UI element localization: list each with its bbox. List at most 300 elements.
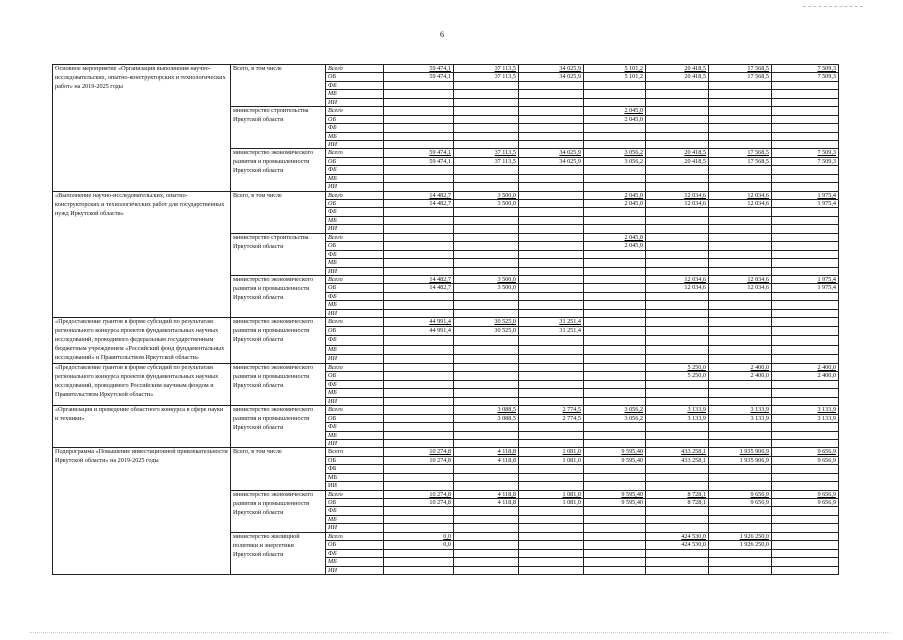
amount-cell (646, 225, 709, 233)
amount-cell: 1 926 250,0 (709, 532, 772, 540)
amount-cell (384, 397, 454, 405)
amount-cell: 20 418,5 (646, 157, 709, 165)
amount-cell (584, 439, 646, 447)
amount-cell: 0,0 (384, 532, 454, 540)
amount-cell: 10 274,8 (384, 499, 454, 507)
amount-cell (519, 372, 584, 380)
amount-cell (454, 364, 519, 372)
amount-cell (454, 124, 519, 132)
amount-cell (709, 259, 772, 267)
funding-source-cell: Всего (326, 364, 384, 372)
amount-cell: 9 656,9 (772, 490, 839, 498)
amount-cell (454, 423, 519, 431)
amount-cell (772, 549, 839, 557)
amount-cell (772, 345, 839, 354)
amount-cell: 2 400,0 (709, 364, 772, 372)
amount-cell (384, 482, 454, 490)
amount-cell: 30 525,0 (454, 318, 519, 327)
amount-cell: 59 474,1 (384, 157, 454, 165)
amount-cell (454, 259, 519, 267)
amount-cell (709, 90, 772, 98)
funding-source-cell: ФБ (326, 208, 384, 216)
amount-cell (772, 166, 839, 174)
amount-cell: 5 250,0 (646, 372, 709, 380)
amount-cell: 3 056,2 (584, 406, 646, 414)
amount-cell: 1 935 906,9 (709, 456, 772, 464)
funding-source-cell: ФБ (326, 292, 384, 300)
amount-cell: 3 500,0 (454, 200, 519, 208)
amount-cell (519, 124, 584, 132)
amount-cell (709, 124, 772, 132)
funding-source-cell: ФБ (326, 250, 384, 258)
funding-source-cell: ИИ (326, 309, 384, 317)
amount-cell (584, 397, 646, 405)
amount-cell (772, 515, 839, 523)
amount-cell (646, 507, 709, 515)
amount-cell (384, 242, 454, 250)
funding-source-cell: ОБ (326, 541, 384, 549)
table-row (53, 364, 839, 372)
funding-source-cell: Всего (326, 233, 384, 241)
amount-cell (454, 439, 519, 447)
amount-cell: 3 133,9 (709, 406, 772, 414)
amount-cell (454, 380, 519, 388)
funding-source-cell: ФБ (326, 465, 384, 473)
amount-cell: 1 926 250,0 (709, 541, 772, 549)
amount-cell (772, 532, 839, 540)
amount-cell (384, 389, 454, 397)
amount-cell (584, 465, 646, 473)
amount-cell (519, 431, 584, 439)
amount-cell: 3 500,0 (454, 275, 519, 283)
amount-cell (384, 431, 454, 439)
amount-cell: 2 045,0 (584, 233, 646, 241)
amount-cell (384, 115, 454, 123)
amount-cell (772, 98, 839, 106)
amount-cell (709, 208, 772, 216)
amount-cell (646, 301, 709, 309)
activity-name-cell: Основное мероприятие «Организация выполнения научно-исследовательских, опытно-конструкторских и технологических работ» на 2019-2025 годы (53, 65, 231, 192)
amount-cell (772, 225, 839, 233)
amount-cell (709, 309, 772, 317)
amount-cell (646, 124, 709, 132)
amount-cell (384, 549, 454, 557)
amount-cell (584, 140, 646, 148)
table-row (53, 318, 839, 327)
amount-cell (772, 301, 839, 309)
amount-cell (772, 558, 839, 566)
amount-cell (646, 549, 709, 557)
amount-cell (454, 549, 519, 557)
amount-cell: 12 034,6 (709, 275, 772, 283)
amount-cell: 4 118,8 (454, 490, 519, 498)
amount-cell (454, 558, 519, 566)
amount-cell (384, 309, 454, 317)
amount-cell (646, 380, 709, 388)
funding-source-cell: МБ (326, 431, 384, 439)
amount-cell (646, 309, 709, 317)
amount-cell (709, 292, 772, 300)
amount-cell (772, 465, 839, 473)
amount-cell: 34 025,9 (519, 149, 584, 157)
activity-name-cell: «Выполнение научно-исследовательских, опытно-конструкторских и технологических работ для государственных нужд Иркутской области» (53, 191, 231, 318)
amount-cell (454, 301, 519, 309)
funding-source-cell: Всего (326, 490, 384, 498)
funding-source-cell: МБ (326, 216, 384, 224)
funding-source-cell: Всего (326, 406, 384, 414)
amount-cell (772, 233, 839, 241)
amount-cell (454, 292, 519, 300)
budget-table (52, 64, 839, 575)
amount-cell (454, 90, 519, 98)
amount-cell (646, 558, 709, 566)
amount-cell (454, 482, 519, 490)
amount-cell (519, 115, 584, 123)
amount-cell (772, 242, 839, 250)
funding-source-cell: ФБ (326, 124, 384, 132)
amount-cell: 4 118,8 (454, 456, 519, 464)
amount-cell: 1 081,0 (519, 499, 584, 507)
amount-cell (772, 309, 839, 317)
amount-cell (454, 183, 519, 191)
amount-cell (709, 515, 772, 523)
amount-cell: 12 034,6 (646, 191, 709, 199)
amount-cell (519, 301, 584, 309)
amount-cell: 9 656,9 (772, 456, 839, 464)
amount-cell: 9 595,40 (584, 490, 646, 498)
amount-cell (646, 183, 709, 191)
executor-cell: Всего, в том числе (231, 448, 326, 490)
amount-cell: 17 568,5 (709, 73, 772, 81)
amount-cell (646, 216, 709, 224)
amount-cell (709, 132, 772, 140)
amount-cell (519, 98, 584, 106)
amount-cell (646, 208, 709, 216)
funding-source-cell: МБ (326, 558, 384, 566)
amount-cell (384, 216, 454, 224)
amount-cell (584, 345, 646, 354)
amount-cell: 10 274,8 (384, 456, 454, 464)
funding-source-cell: ФБ (326, 380, 384, 388)
amount-cell (584, 284, 646, 292)
amount-cell (519, 292, 584, 300)
amount-cell (584, 81, 646, 89)
amount-cell (772, 431, 839, 439)
amount-cell: 14 482,7 (384, 200, 454, 208)
amount-cell (709, 216, 772, 224)
table-row (53, 448, 839, 456)
amount-cell (646, 336, 709, 345)
funding-source-cell: МБ (326, 473, 384, 481)
amount-cell (772, 389, 839, 397)
funding-source-cell: ОБ (326, 284, 384, 292)
amount-cell (584, 473, 646, 481)
amount-cell (584, 166, 646, 174)
funding-source-cell: МБ (326, 90, 384, 98)
funding-source-cell: МБ (326, 345, 384, 354)
amount-cell (384, 98, 454, 106)
amount-cell (519, 549, 584, 557)
amount-cell (709, 473, 772, 481)
amount-cell (519, 225, 584, 233)
amount-cell (772, 354, 839, 363)
funding-source-cell: Всего (326, 65, 384, 73)
amount-cell (384, 566, 454, 574)
amount-cell (646, 292, 709, 300)
funding-source-cell: ИИ (326, 267, 384, 275)
amount-cell: 34 025,9 (519, 65, 584, 73)
amount-cell: 1 081,0 (519, 490, 584, 498)
amount-cell: 3 056,2 (584, 414, 646, 422)
amount-cell (772, 380, 839, 388)
amount-cell (584, 216, 646, 224)
funding-source-cell: Всего (326, 149, 384, 157)
amount-cell (454, 216, 519, 224)
funding-source-cell: ИИ (326, 566, 384, 574)
funding-source-cell: ИИ (326, 439, 384, 447)
executor-cell: министерство экономического развития и промышленности Иркутской области (231, 149, 326, 191)
amount-cell: 8 728,1 (646, 499, 709, 507)
funding-source-cell: ФБ (326, 81, 384, 89)
amount-cell (384, 208, 454, 216)
amount-cell (519, 275, 584, 283)
amount-cell (519, 242, 584, 250)
table-row (53, 191, 839, 199)
amount-cell (646, 107, 709, 115)
amount-cell (772, 115, 839, 123)
amount-cell (709, 318, 772, 327)
amount-cell (646, 242, 709, 250)
amount-cell (454, 242, 519, 250)
amount-cell (772, 524, 839, 532)
amount-cell (384, 166, 454, 174)
amount-cell (709, 327, 772, 336)
amount-cell (384, 183, 454, 191)
amount-cell (772, 397, 839, 405)
amount-cell (709, 81, 772, 89)
amount-cell: 9 656,9 (772, 499, 839, 507)
amount-cell (646, 233, 709, 241)
amount-cell (584, 549, 646, 557)
amount-cell (709, 115, 772, 123)
amount-cell (709, 242, 772, 250)
amount-cell: 3 088,5 (454, 406, 519, 414)
amount-cell (709, 431, 772, 439)
funding-source-cell: ОБ (326, 73, 384, 81)
amount-cell (384, 372, 454, 380)
funding-source-cell: МБ (326, 174, 384, 182)
funding-source-cell: ИИ (326, 354, 384, 363)
amount-cell: 30 525,0 (454, 327, 519, 336)
amount-cell (584, 380, 646, 388)
amount-cell (454, 431, 519, 439)
amount-cell (584, 541, 646, 549)
executor-cell: министерство экономического развития и промышленности Иркутской области (231, 364, 326, 406)
funding-source-cell: ИИ (326, 183, 384, 191)
amount-cell (384, 250, 454, 258)
amount-cell (384, 406, 454, 414)
executor-cell: министерство строительства Иркутской области (231, 233, 326, 275)
amount-cell (454, 233, 519, 241)
amount-cell (772, 259, 839, 267)
amount-cell: 59 474,1 (384, 149, 454, 157)
amount-cell (584, 389, 646, 397)
amount-cell (772, 318, 839, 327)
amount-cell: 37 113,5 (454, 73, 519, 81)
amount-cell (584, 90, 646, 98)
activity-name-cell: «Предоставление грантов в форме субсидий по результатам регионального конкурса проектов фундаментальных научных исследований, проводимого федеральным государственным бюджетным учреждением «Российский фонд фундаментальных исследований» и Правительством Иркутской области» (53, 318, 231, 364)
executor-cell: министерство экономического развития и промышленности Иркутской области (231, 318, 326, 364)
amount-cell: 5 101,2 (584, 65, 646, 73)
amount-cell: 0,0 (384, 541, 454, 549)
amount-cell (519, 233, 584, 241)
amount-cell: 3 056,2 (584, 157, 646, 165)
amount-cell: 44 991,4 (384, 318, 454, 327)
amount-cell (584, 132, 646, 140)
amount-cell (709, 140, 772, 148)
amount-cell (646, 566, 709, 574)
activity-name-cell: «Организация и проведение областного конкурса в сфере науки и техники» (53, 406, 231, 448)
amount-cell: 1 935 906,9 (709, 448, 772, 456)
amount-cell: 12 034,6 (646, 200, 709, 208)
table-row (53, 65, 839, 73)
amount-cell (519, 541, 584, 549)
amount-cell (646, 250, 709, 258)
budget-table-sheet (52, 64, 838, 575)
table-row (53, 406, 839, 414)
amount-cell: 1 975,4 (772, 284, 839, 292)
amount-cell (646, 473, 709, 481)
amount-cell (519, 166, 584, 174)
amount-cell: 433 258,1 (646, 456, 709, 464)
amount-cell: 59 474,1 (384, 73, 454, 81)
amount-cell (709, 380, 772, 388)
amount-cell (584, 309, 646, 317)
amount-cell (709, 345, 772, 354)
amount-cell (384, 336, 454, 345)
executor-cell: министерство экономического развития и промышленности Иркутской области (231, 490, 326, 532)
amount-cell (584, 183, 646, 191)
amount-cell: 10 274,8 (384, 448, 454, 456)
funding-source-cell: ФБ (326, 336, 384, 345)
amount-cell (519, 439, 584, 447)
amount-cell (519, 174, 584, 182)
amount-cell: 2 400,0 (772, 364, 839, 372)
amount-cell (772, 473, 839, 481)
executor-cell: Всего, в том числе (231, 191, 326, 233)
amount-cell (646, 259, 709, 267)
amount-cell (709, 267, 772, 275)
amount-cell: 424 530,0 (646, 532, 709, 540)
amount-cell: 424 530,0 (646, 541, 709, 549)
amount-cell (519, 380, 584, 388)
amount-cell: 7 509,3 (772, 73, 839, 81)
amount-cell: 5 250,0 (646, 364, 709, 372)
funding-source-cell: Всего (326, 448, 384, 456)
amount-cell (384, 423, 454, 431)
funding-source-cell: Всего (326, 107, 384, 115)
amount-cell: 2 045,0 (584, 191, 646, 199)
amount-cell (584, 558, 646, 566)
amount-cell (454, 566, 519, 574)
amount-cell (584, 515, 646, 523)
amount-cell (384, 174, 454, 182)
amount-cell (454, 465, 519, 473)
amount-cell (454, 98, 519, 106)
amount-cell (772, 566, 839, 574)
amount-cell (646, 327, 709, 336)
funding-source-cell: ИИ (326, 140, 384, 148)
page-number: 6 (440, 30, 444, 39)
executor-cell: министерство экономического развития и промышленности Иркутской области (231, 406, 326, 448)
amount-cell (584, 174, 646, 182)
amount-cell: 4 118,8 (454, 499, 519, 507)
amount-cell (646, 174, 709, 182)
funding-source-cell: МБ (326, 259, 384, 267)
amount-cell (384, 465, 454, 473)
funding-source-cell: Всего (326, 191, 384, 199)
amount-cell (519, 473, 584, 481)
amount-cell (519, 200, 584, 208)
amount-cell (584, 532, 646, 540)
amount-cell (519, 524, 584, 532)
amount-cell: 3 133,9 (646, 406, 709, 414)
amount-cell (772, 423, 839, 431)
amount-cell (646, 423, 709, 431)
amount-cell (709, 397, 772, 405)
amount-cell (519, 389, 584, 397)
amount-cell (646, 345, 709, 354)
amount-cell (384, 414, 454, 422)
amount-cell (454, 397, 519, 405)
amount-cell: 20 418,5 (646, 149, 709, 157)
amount-cell: 2 045,0 (584, 107, 646, 115)
amount-cell (454, 532, 519, 540)
amount-cell (709, 423, 772, 431)
funding-source-cell: Всего (326, 318, 384, 327)
amount-cell: 2 045,0 (584, 242, 646, 250)
amount-cell (454, 507, 519, 515)
amount-cell (519, 90, 584, 98)
amount-cell (584, 524, 646, 532)
amount-cell: 9 656,9 (709, 499, 772, 507)
amount-cell (772, 327, 839, 336)
amount-cell (646, 431, 709, 439)
amount-cell (384, 439, 454, 447)
amount-cell (454, 372, 519, 380)
amount-cell: 14 482,7 (384, 284, 454, 292)
funding-source-cell: МБ (326, 389, 384, 397)
amount-cell (384, 124, 454, 132)
amount-cell (709, 225, 772, 233)
amount-cell: 3 500,0 (454, 191, 519, 199)
amount-cell: 2 774,5 (519, 414, 584, 422)
amount-cell (384, 107, 454, 115)
amount-cell: 2 400,0 (709, 372, 772, 380)
amount-cell: 3 500,0 (454, 284, 519, 292)
amount-cell (646, 166, 709, 174)
amount-cell: 1 081,0 (519, 456, 584, 464)
amount-cell: 3 133,9 (646, 414, 709, 422)
amount-cell: 31 251,4 (519, 318, 584, 327)
amount-cell (709, 507, 772, 515)
amount-cell (584, 292, 646, 300)
amount-cell (519, 216, 584, 224)
amount-cell: 17 568,5 (709, 65, 772, 73)
amount-cell: 17 568,5 (709, 149, 772, 157)
amount-cell (454, 267, 519, 275)
amount-cell (584, 318, 646, 327)
